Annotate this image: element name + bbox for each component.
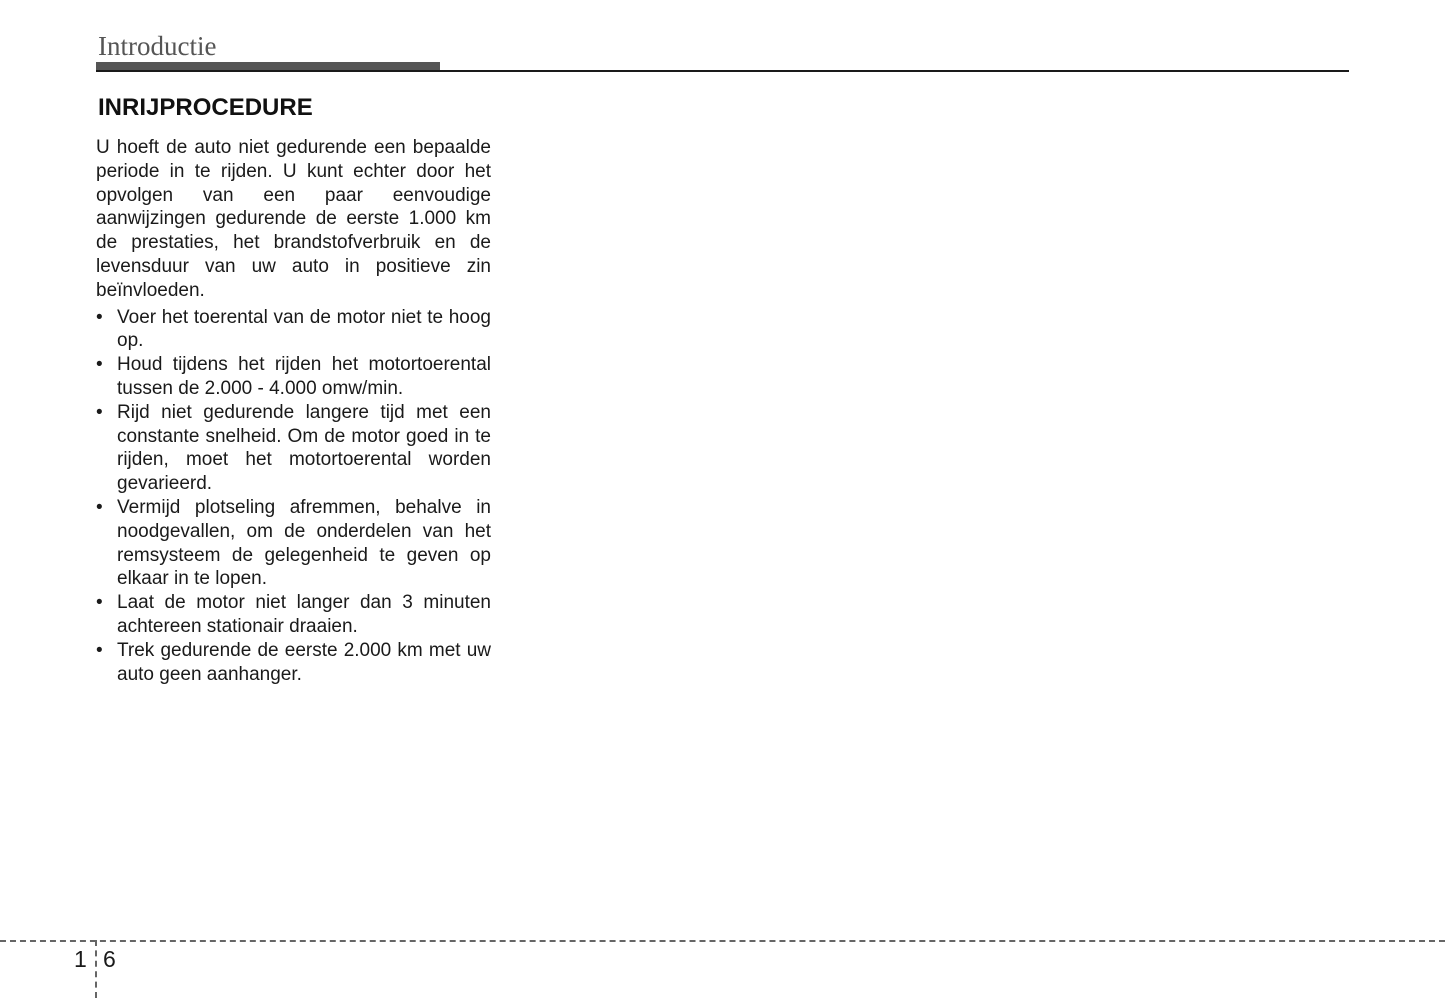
intro-paragraph: U hoeft de auto niet gedurende een bepaalde periode in te rijden. U kunt echter door het opvolgen van een paar eenvoudige aanwijzingen gedurende de eerste 1.000 km de prestaties, het brandstofverbruik en de levensduur van uw auto in positieve zin beïnvloeden. (96, 137, 491, 301)
bullet-dot: • (96, 592, 103, 614)
page-heading: INRIJPROCEDURE (98, 94, 313, 121)
list-item (96, 591, 491, 639)
list-item-text: Laat de motor niet langer dan 3 minuten achtereen stationair draaien. (117, 592, 491, 637)
list-item-text: Voer het toerental van de motor niet te hoog op. (117, 306, 491, 352)
text-column (96, 136, 491, 686)
bullet-dot: • (96, 496, 103, 518)
list-item-text: Trek gedurende de eerste 2.000 km met uw auto geen aanhanger. (117, 639, 491, 685)
list-item (96, 306, 491, 354)
bullet-dot: • (96, 639, 103, 661)
footer-dashed-rule (0, 940, 1445, 942)
bullet-dot: • (96, 306, 103, 328)
footer-dashed-divider (95, 940, 97, 998)
section-title: Introductie (98, 31, 217, 61)
list-item (96, 496, 491, 591)
list-item-text: Houd tijdens het rijden het motortoerental tussen de 2.000 - 4.000 omw/min. (117, 354, 491, 399)
list-item-text: Rijd niet gedurende langere tijd met een constante snelheid. Om de motor goed in te rijden, moet het motortoerental worden gevarieerd. (117, 401, 491, 495)
list-item (96, 639, 491, 687)
list-item-text: Vermijd plotseling afremmen, behalve in noodgevallen, om de onderdelen van het remsysteem de gelegenheid te geven op elkaar in te lopen. (117, 496, 491, 590)
bullet-list (96, 306, 491, 687)
list-item (96, 401, 491, 496)
page-number: 6 (103, 946, 116, 972)
bullet-dot: • (96, 354, 103, 376)
chapter-number: 1 (74, 946, 87, 972)
list-item (96, 353, 491, 401)
bullet-dot: • (96, 401, 103, 423)
header-rule (96, 70, 1349, 72)
